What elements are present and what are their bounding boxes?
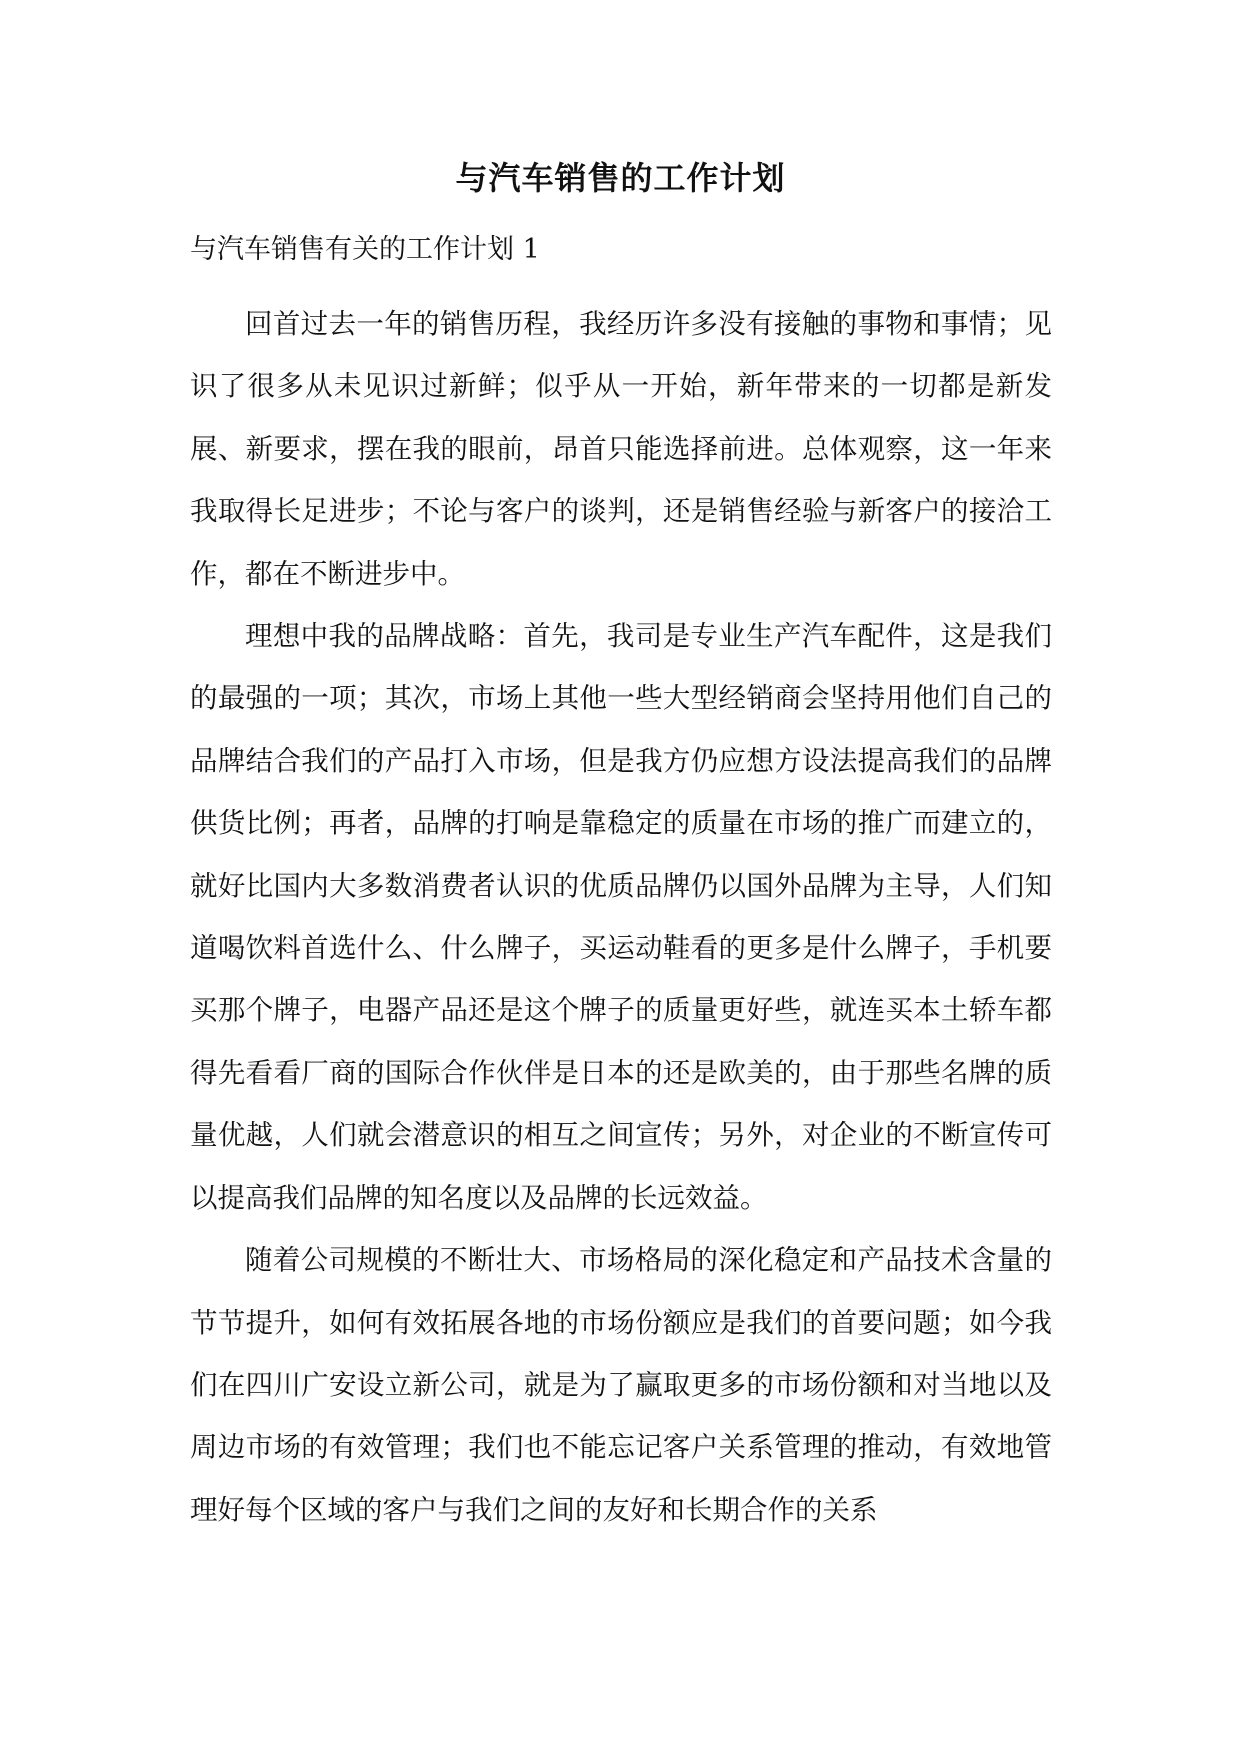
document-body [190,293,1052,1541]
paragraph-brand-strategy: 理想中我的品牌战略：首先，我司是专业生产汽车配件，这是我们的最强的一项；其次，市场上其他一些大型经销商会坚持用他们自己的品牌结合我们的产品打入市场，但是我方仍应想方设法提高我们的品牌供货比例；再者，品牌的打响是靠稳定的质量在市场的推广而建立的，就好比国内大多数消费者认识的优质品牌仍以国外品牌为主导，人们知道喝饮料首选什么、什么牌子，买运动鞋看的更多是什么牌子，手机要买那个牌子，电器产品还是这个牌子的质量更好些，就连买本土轿车都得先看看厂商的国际合作伙伴是日本的还是欧美的，由于那些名牌的质量优越，人们就会潜意识的相互之间宣传；另外，对企业的不断宣传可以提高我们品牌的知名度以及品牌的长远效益。 [190,620,1052,1214]
document-title: 与汽车销售的工作计划 [455,159,786,197]
section-heading: 与汽车销售有关的工作计划 1 [190,234,540,265]
paragraph-review: 回首过去一年的销售历程，我经历许多没有接触的事物和事情；见识了很多从未见识过新鲜；似乎从一开始，新年带来的一切都是新发展、新要求，摆在我的眼前，昂首只能选择前进。总体观察，这一年来我取得长足进步；不论与客户的谈判，还是销售经验与新客户的接洽工作，都在不断进步中。 [190,308,1052,590]
paragraph-market-expansion: 随着公司规模的不断壮大、市场格局的深化稳定和产品技术含量的节节提升，如何有效拓展各地的市场份额应是我们的首要问题；如今我们在四川广安设立新公司，就是为了赢取更多的市场份额和对当地以及周边市场的有效管理；我们也不能忘记客户关系管理的推动，有效地管理好每个区域的客户与我们之间的友好和长期合作的关系 [190,1244,1052,1526]
